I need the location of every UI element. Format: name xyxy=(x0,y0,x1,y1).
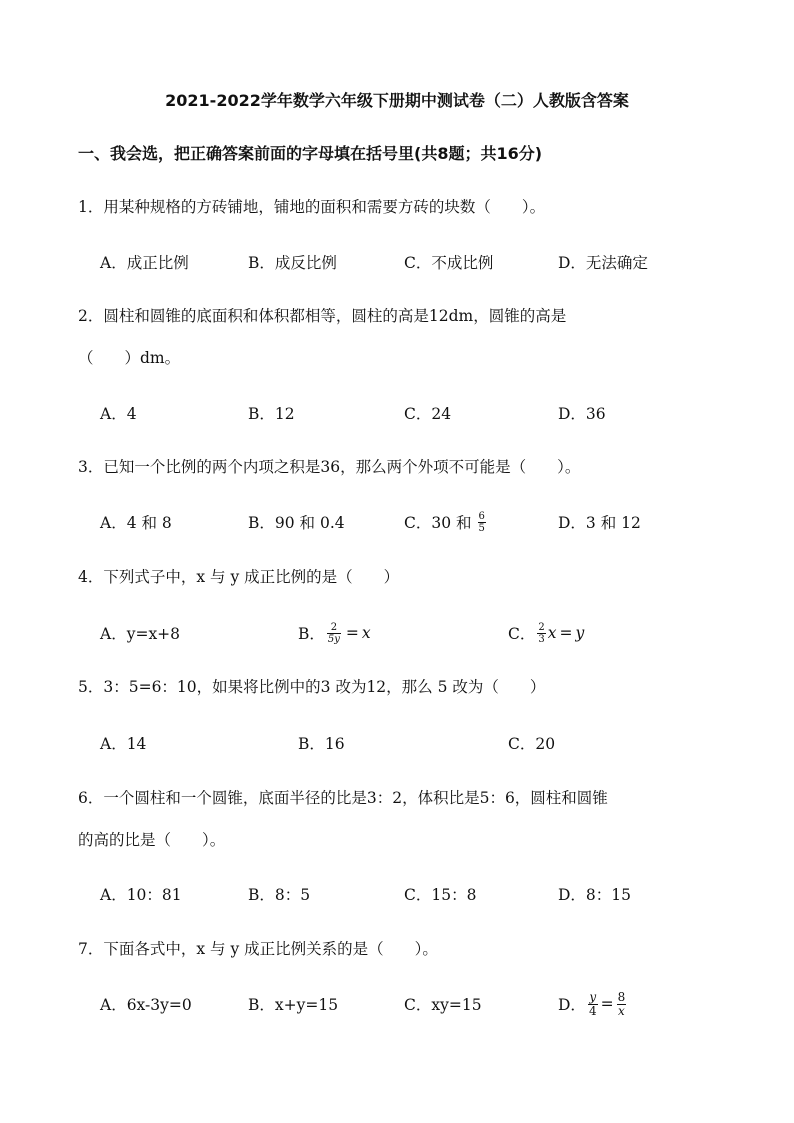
section-heading: 一、我会选，把正确答案前面的字母填在括号里(共8题；共16分) xyxy=(78,144,543,163)
option-c[interactable]: C．20 xyxy=(508,735,556,753)
fraction-numerator: 2 xyxy=(330,621,338,633)
option-d[interactable]: D．3 和 12 xyxy=(558,514,641,532)
fraction-denominator: 5 xyxy=(478,522,485,534)
option-b[interactable] xyxy=(298,621,371,645)
option-d[interactable] xyxy=(558,989,628,1018)
question-3-options xyxy=(100,510,750,534)
equals-sign: = xyxy=(345,624,359,642)
option-b-label: B． xyxy=(298,625,325,643)
option-c[interactable]: C．xy=15 xyxy=(404,996,482,1014)
fraction-denominator: x xyxy=(618,1003,625,1018)
page-title: 2021-2022学年数学六年级下册期中测试卷（二）人教版含答案 xyxy=(165,91,629,110)
fraction-numerator: 6 xyxy=(478,510,485,522)
question-7: 7．下面各式中，x 与 y 成正比例关系的是（ ）。 xyxy=(78,940,438,958)
question-2-line2: （ ）dm。 xyxy=(78,349,181,367)
option-a[interactable]: A．y=x+8 xyxy=(100,625,181,643)
question-1-options xyxy=(100,250,750,274)
question-6-line2: 的高的比是（ ）。 xyxy=(78,831,226,849)
option-a[interactable]: A．成正比例 xyxy=(100,254,189,272)
question-2: 2．圆柱和圆锥的底面积和体积都相等，圆柱的高是12dm，圆锥的高是 xyxy=(78,307,567,325)
expression-rhs: y xyxy=(575,624,585,642)
option-a[interactable]: A．4 xyxy=(100,405,137,423)
option-b[interactable]: B．成反比例 xyxy=(248,254,337,272)
question-4-options xyxy=(100,621,750,645)
question-7-options xyxy=(100,989,750,1018)
option-b[interactable]: B．x+y=15 xyxy=(248,996,339,1014)
option-b[interactable]: B．8：5 xyxy=(248,886,311,904)
option-a[interactable]: A．6x-3y=0 xyxy=(100,996,192,1014)
option-b[interactable]: B．16 xyxy=(298,735,345,753)
option-d[interactable]: D．36 xyxy=(558,405,606,423)
option-a[interactable]: A．4 和 8 xyxy=(100,514,172,532)
option-c[interactable] xyxy=(404,510,488,534)
fraction-numerator: y xyxy=(589,989,597,1004)
fraction-denominator: 3 xyxy=(538,633,545,645)
equals-sign: = xyxy=(600,995,614,1013)
expression-var: x xyxy=(547,624,557,642)
question-4: 4．下列式子中，x 与 y 成正比例的是（ ） xyxy=(78,568,400,586)
expression-rhs: x xyxy=(361,624,371,642)
fraction xyxy=(327,622,341,645)
option-a[interactable]: A．10：81 xyxy=(100,886,182,904)
option-d-label: D． xyxy=(558,996,586,1014)
option-c-label: C．30 和 xyxy=(404,514,472,532)
fraction-denominator: 5y xyxy=(327,633,340,645)
question-6-options xyxy=(100,882,750,906)
option-c[interactable]: C．15：8 xyxy=(404,886,477,904)
question-6: 6．一个圆柱和一个圆锥，底面半径的比是3：2，体积比是5：6，圆柱和圆锥 xyxy=(78,789,608,807)
option-c[interactable]: C．不成比例 xyxy=(404,254,494,272)
question-5-options xyxy=(100,731,750,755)
option-b[interactable]: B．12 xyxy=(248,405,295,423)
fraction xyxy=(478,511,486,534)
fraction-numerator: 2 xyxy=(538,621,545,633)
fraction-right xyxy=(617,991,627,1018)
option-c-label: C． xyxy=(508,625,536,643)
option-d[interactable]: D．8：15 xyxy=(558,886,632,904)
fraction xyxy=(537,622,545,645)
question-1: 1．用某种规格的方砖铺地，铺地的面积和需要方砖的块数（ ）。 xyxy=(78,198,546,216)
option-b[interactable]: B．90 和 0.4 xyxy=(248,514,345,532)
equals-sign: = xyxy=(559,624,573,642)
option-a[interactable]: A．14 xyxy=(100,735,147,753)
question-5: 5．3：5=6：10，如果将比例中的3 改为12，那么 5 改为（ ） xyxy=(78,678,546,696)
fraction-numerator: 8 xyxy=(617,989,626,1004)
option-d[interactable]: D．无法确定 xyxy=(558,254,648,272)
question-3: 3．已知一个比例的两个内项之积是36，那么两个外项不可能是（ ）。 xyxy=(78,458,581,476)
fraction-denominator: 4 xyxy=(588,1003,597,1018)
fraction-left xyxy=(588,991,598,1018)
question-2-options xyxy=(100,401,750,425)
option-c[interactable] xyxy=(508,621,584,645)
option-c[interactable]: C．24 xyxy=(404,405,452,423)
